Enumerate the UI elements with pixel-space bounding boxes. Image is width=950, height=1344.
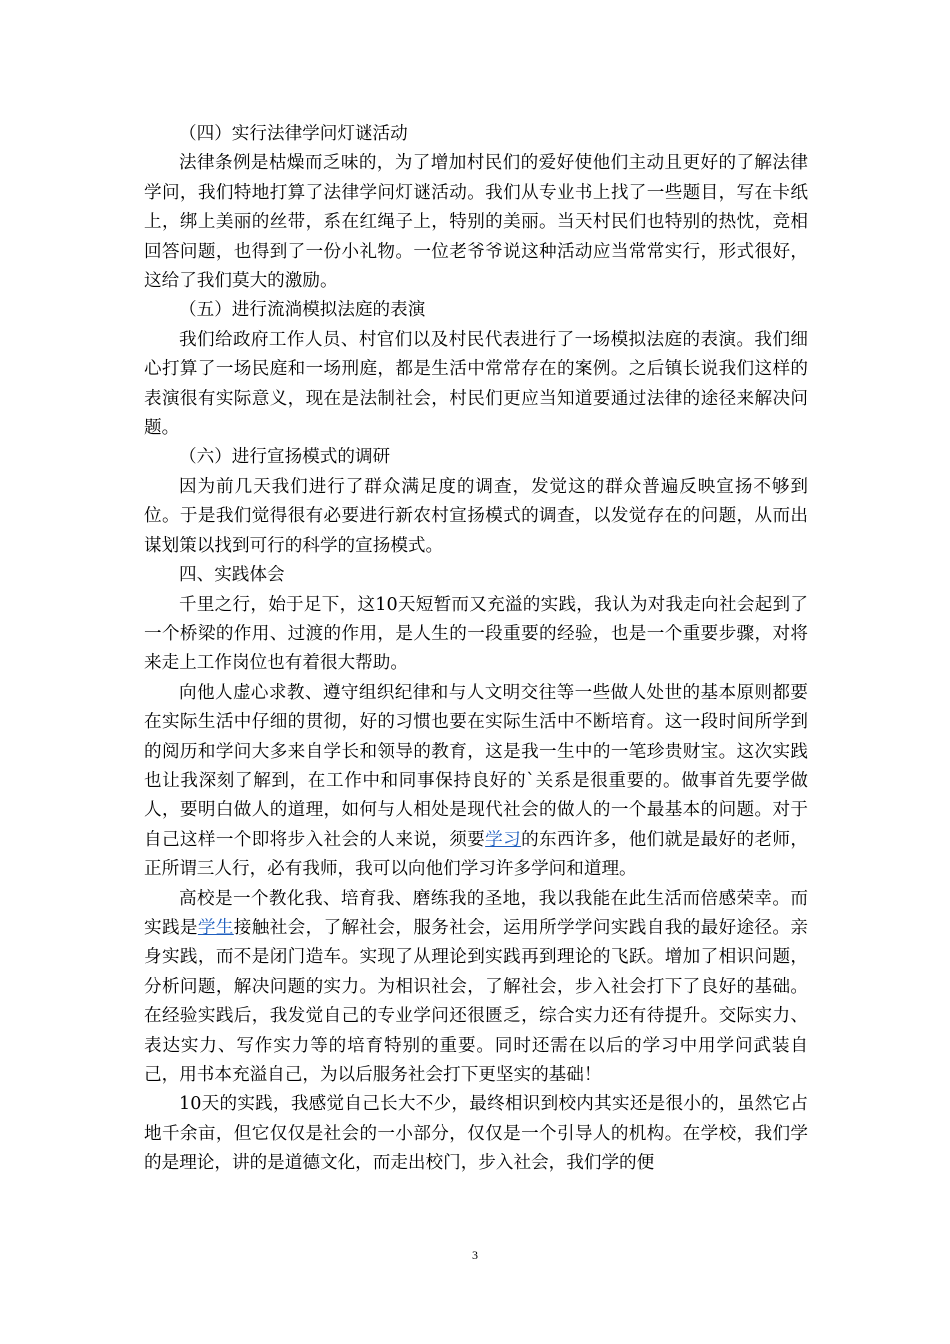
section-heading: （六）进行宣扬模式的调研: [179, 447, 391, 468]
paragraph: 我们给政府工作人员、村官们以及村民代表进行了一场模拟法庭的表演。我们细心打算了一场民庭和一场刑庭，都是生活中常常存在的案例。之后镇长说我们这样的表演很有实际意义，现在是法制社会，村民们更应当知道要通过法律的途径来解决问题。: [144, 329, 808, 439]
paragraph: [144, 679, 808, 885]
document-body: [144, 120, 808, 1179]
study-link[interactable]: 学习: [485, 829, 522, 850]
student-link[interactable]: 学生: [197, 917, 234, 938]
paragraph: 千里之行，始于足下，这10天短暂而又充溢的实践，我认为对我走向社会起到了一个桥梁的作用、过渡的作用，是人生的一段重要的经验，也是一个重要步骤，对将来走上工作岗位也有着很大帮助。: [144, 594, 808, 674]
paragraph-text: 高校是一个教化我、培育我、磨练我的圣地，我以我能在此生活而倍感荣幸。而实践是: [144, 888, 808, 938]
part-heading: 四、实践体会: [179, 565, 285, 586]
paragraph-text: 向他人虚心求教、遵守组织纪律和与人文明交往等一些做人处世的基本原则都要在实际生活中仔细的贯彻，好的习惯也要在实际生活中不断培育。这一段时间所学到的阅历和学问大多来自学长和领导的教育，这是我一生中的一笔珍贵财宝。这次实践也让我深刻了解到，在工作中和同事保持良好的`关系是很重要的。做事首先要学做人，要明白做人的道理，如何与人相处是现代社会的做人的一个最基本的问题。对于自己这样一个即将步入社会的人来说，须要: [144, 682, 808, 850]
paragraph: [144, 885, 808, 1091]
page-number: 3: [472, 1248, 478, 1262]
paragraph: 10天的实践，我感觉自己长大不少，最终相识到校内其实还是很小的，虽然它占地千余亩，但它仅仅是社会的一小部分，仅仅是一个引导人的机构。在学校，我们学的是理论，讲的是道德文化，而走出校门，步入社会，我们学的便: [144, 1094, 808, 1174]
section-heading: （五）进行流淌模拟法庭的表演: [179, 300, 426, 321]
paragraph: 法律条例是枯燥而乏味的，为了增加村民们的爱好使他们主动且更好的了解法律学问，我们特地打算了法律学问灯谜活动。我们从专业书上找了一些题目，写在卡纸上，绑上美丽的丝带，系在红绳子上，特别的美丽。当天村民们也特别的热忱，竞相回答问题，也得到了一份小礼物。一位老爷爷说这种活动应当常常实行，形式很好，这给了我们莫大的激励。: [144, 153, 808, 292]
section-heading: （四）实行法律学问灯谜活动: [179, 124, 408, 144]
paragraph-text: 的东西许多，他们就是最好的老师，正所谓三人行，必有我师，我可以向他们学习许多学问和道理。: [144, 829, 808, 880]
paragraph-text: 接触社会，了解社会，服务社会，运用所学学问实践自我的最好途径。亲身实践，而不是闭门造车。实现了从理论到实践再到理论的飞跃。增加了相识问题，分析问题，解决问题的实力。为相识社会，了解社会，步入社会打下了良好的基础。在经验实践后，我发觉自己的专业学问还很匮乏，综合实力还有待提升。交际实力、表达实力、写作实力等的培育特别的重要。同时还需在以后的学习中用学问武装自己，用书本充溢自己，为以后服务社会打下更坚实的基础！: [144, 917, 808, 1085]
paragraph: 因为前几天我们进行了群众满足度的调查，发觉这的群众普遍反映宣扬不够到位。于是我们觉得很有必要进行新农村宣扬模式的调查，以发觉存在的问题，从而出谋划策以找到可行的科学的宣扬模式。: [144, 476, 808, 556]
